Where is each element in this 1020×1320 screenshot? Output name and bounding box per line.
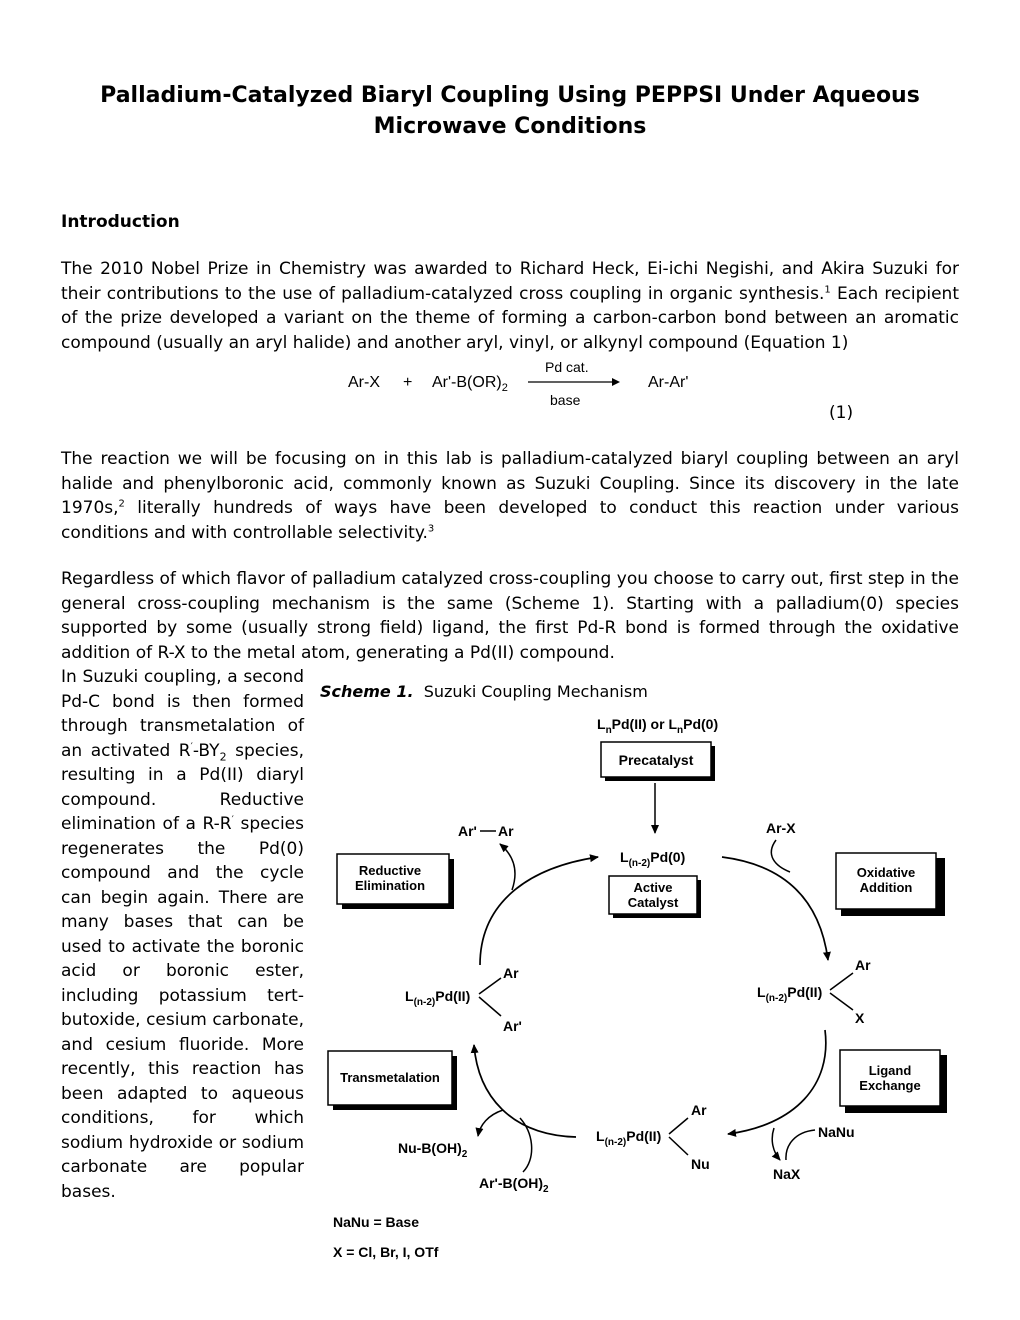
diaryl-complex-ar-bond bbox=[479, 978, 501, 994]
boronic-acid-arrow bbox=[520, 1118, 532, 1172]
active-catalyst-formula: $L_{(n-2)}Pd(0)$ bbox=[620, 849, 686, 869]
reductive-product-arrow bbox=[500, 844, 515, 890]
legend-leaving-group: X = Cl, Br, I, OTf bbox=[333, 1244, 439, 1260]
oxidative-adduct-ar-bond bbox=[830, 973, 853, 990]
reductive-elimination-label-1: Reductive bbox=[358, 863, 422, 878]
equation-reactant-2: $Ar'-B(OR)_2$ bbox=[432, 374, 508, 394]
diaryl-complex-ar-prime: Ar' bbox=[503, 1018, 522, 1034]
reductive-elimination-label-2: Elimination bbox=[354, 878, 426, 893]
ligand-exchange-complex-formula: $L_{(n-2)}Pd(II)$ bbox=[596, 1128, 662, 1148]
transmetalation-label: Transmetalation bbox=[340, 1070, 440, 1085]
paragraph-3: Regardless of which flavor of palladium catalyzed cross-coupling you choose to carry out, first step in the general cross-coupling mechanism is the same (Scheme 1). Starting with a palladium(0) species supported by some (usually strong field) ligand, the first Pd-R bond is formed through the oxidative addition of R-X to the metal atom, generating a Pd(II) compound. bbox=[61, 569, 959, 663]
paragraph-4-text-c: species, resulting in a Pd(II) diaryl compound. Reductive elimination of a R-R bbox=[61, 740, 304, 834]
section-heading-introduction: Introduction bbox=[61, 212, 180, 232]
oxidative-addition-label-2: Addition bbox=[859, 880, 913, 895]
prime-mark: ′ bbox=[190, 740, 193, 752]
ligand-exchange-label-2: Exchange bbox=[859, 1078, 921, 1093]
equation-number: (1) bbox=[829, 403, 854, 423]
equation-product: Ar-Ar' bbox=[648, 374, 689, 391]
aryl-halide-label: Ar-X bbox=[766, 820, 796, 836]
reductive-product-ar-prime: Ar' bbox=[458, 823, 477, 839]
paragraph-2-text-a: The reaction we will be focusing on in this lab is palladium-catalyzed biaryl coupling between an aryl halide and phenylboronic acid, commonly known as Suzuki Coupling. Since its discovery in the late 1970s, bbox=[61, 449, 959, 518]
paragraph-2-text-b: literally hundreds of ways have been developed to conduct this reaction under various conditions and with controllable selectivity. bbox=[61, 498, 959, 543]
cycle-arrow-oxidative-addition bbox=[722, 857, 828, 960]
cycle-arrow-ligand-exchange bbox=[728, 1030, 826, 1134]
reference-3: 3 bbox=[427, 522, 435, 534]
oxidative-adduct-formula: $L_{(n-2)}Pd(II)$ bbox=[757, 984, 823, 1004]
oxidative-adduct-ar: Ar bbox=[855, 957, 871, 973]
reference-1: 1 bbox=[824, 283, 831, 295]
legend-base: NaNu = Base bbox=[333, 1214, 419, 1230]
salt-byproduct-arrow bbox=[772, 1128, 780, 1160]
diaryl-complex-formula: $L_{(n-2)}Pd(II)$ bbox=[405, 988, 471, 1008]
diaryl-complex-ar: Ar bbox=[503, 965, 519, 981]
boron-byproduct-arrow bbox=[478, 1110, 503, 1136]
equation-plus: + bbox=[403, 374, 413, 391]
equation-arrow-bottom-label: base bbox=[550, 392, 581, 408]
reference-2: 2 bbox=[118, 498, 125, 510]
boronic-acid-label: $Ar'-B(OH)_2$ bbox=[479, 1175, 549, 1195]
cycle-arrow-transmetalation bbox=[474, 1045, 576, 1137]
active-catalyst-label-1: Active bbox=[633, 880, 673, 895]
equation-arrow-top-label: Pd cat. bbox=[545, 359, 589, 375]
paragraph-1-text-a: The 2010 Nobel Prize in Chemistry was awarded to Richard Heck, Ei-ichi Negishi, and Akira Suzuki for their contributions to the use of palladium-catalyzed cross coupling in organic synthesis. bbox=[61, 259, 959, 304]
oxidative-addition-label-1: Oxidative bbox=[856, 865, 916, 880]
ligand-exchange-complex-nu-bond bbox=[669, 1137, 688, 1155]
paragraph-1-text-b: Each recipient of the prize developed a variant on the theme of forming a carbon-carbon bond between an aromatic compound (usually an aryl halide) and another aryl, vinyl, or alkynyl compound (Equation 1) bbox=[61, 283, 959, 353]
ligand-exchange-complex-ar-bond bbox=[669, 1118, 688, 1134]
title-line-2: Microwave Conditions bbox=[373, 114, 647, 139]
scheme-caption-label: Scheme 1. bbox=[320, 682, 414, 701]
scheme-caption-text: Suzuki Coupling Mechanism bbox=[423, 682, 648, 701]
title-line-1: Palladium-Catalyzed Biaryl Coupling Using PEPPSI Under Aqueous bbox=[100, 83, 920, 108]
base-reagent-label: NaNu bbox=[818, 1124, 855, 1140]
active-catalyst-label-2: Catalyst bbox=[627, 895, 679, 910]
paragraph-4-text-b: -BY bbox=[192, 740, 220, 761]
precatalyst-formula: $L_nPd(II)$ or $L_nPd(0)$ bbox=[597, 716, 719, 736]
oxidative-adduct-x: X bbox=[855, 1010, 865, 1026]
ligand-exchange-complex-ar: Ar bbox=[691, 1102, 707, 1118]
oxidative-addition-reagent-arrow bbox=[771, 840, 790, 872]
reductive-product-ar: Ar bbox=[498, 823, 514, 839]
precatalyst-label: Precatalyst bbox=[618, 752, 694, 768]
oxidative-adduct-x-bond bbox=[830, 993, 853, 1010]
diaryl-complex-ar-prime-bond bbox=[479, 997, 501, 1016]
equation-reactant-1: Ar-X bbox=[348, 374, 380, 391]
paragraph-4-text-a: In Suzuki coupling, a second Pd-C bond is then formed through transmetalation of an activated R bbox=[61, 667, 304, 761]
subscript-2: 2 bbox=[219, 749, 227, 763]
boron-byproduct-label: $Nu-B(OH)_2$ bbox=[398, 1140, 468, 1160]
prime-mark: ′ bbox=[231, 814, 234, 826]
cycle-arrow-reductive-elimination bbox=[480, 857, 598, 965]
salt-byproduct-label: NaX bbox=[773, 1166, 801, 1182]
base-reagent-arrow bbox=[786, 1130, 815, 1160]
ligand-exchange-label-1: Ligand bbox=[868, 1063, 912, 1078]
ligand-exchange-complex-nu: Nu bbox=[691, 1156, 710, 1172]
paragraph-4-text-d: species regenerates the Pd(0) compound and the cycle can begin again. There are many bases that can be used to activate the boronic acid or boronic ester, including potassium tert-butoxide, cesium carbonate, and cesium fluoride. More recently, this reaction has been adapted to aqueous conditions, for which sodium hydroxide or sodium carbonate are popular bases. bbox=[61, 814, 304, 1202]
